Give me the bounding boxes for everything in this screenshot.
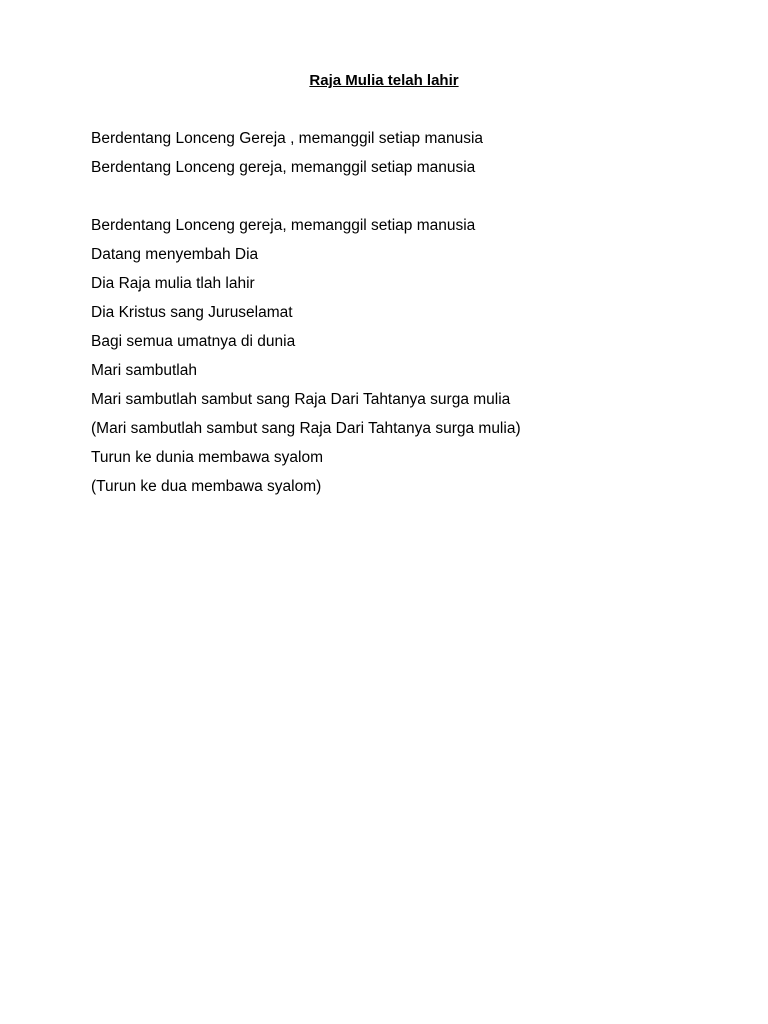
lyric-line: Berdentang Lonceng gereja, memanggil setiap manusia: [91, 159, 476, 176]
lyric-line: Dia Kristus sang Juruselamat: [91, 304, 293, 321]
lyric-line: Mari sambutlah sambut sang Raja Dari Tahtanya surga mulia: [91, 391, 511, 408]
lyric-line: (Mari sambutlah sambut sang Raja Dari Tahtanya surga mulia): [91, 420, 521, 437]
stanza-2: [91, 211, 521, 501]
lyric-line: Bagi semua umatnya di dunia: [91, 333, 296, 350]
lyric-line: Mari sambutlah: [91, 362, 197, 379]
lyric-line: Berdentang Lonceng gereja, memanggil setiap manusia: [91, 217, 476, 234]
lyric-line: Dia Raja mulia tlah lahir: [91, 275, 255, 292]
lyric-line: Berdentang Lonceng Gereja , memanggil setiap manusia: [91, 130, 484, 147]
stanza-1: [91, 124, 483, 182]
lyric-line: Datang menyembah Dia: [91, 246, 259, 263]
lyric-line: (Turun ke dua membawa syalom): [91, 478, 322, 495]
document-title: Raja Mulia telah lahir: [309, 72, 459, 89]
lyric-line: Turun ke dunia membawa syalom: [91, 449, 324, 466]
